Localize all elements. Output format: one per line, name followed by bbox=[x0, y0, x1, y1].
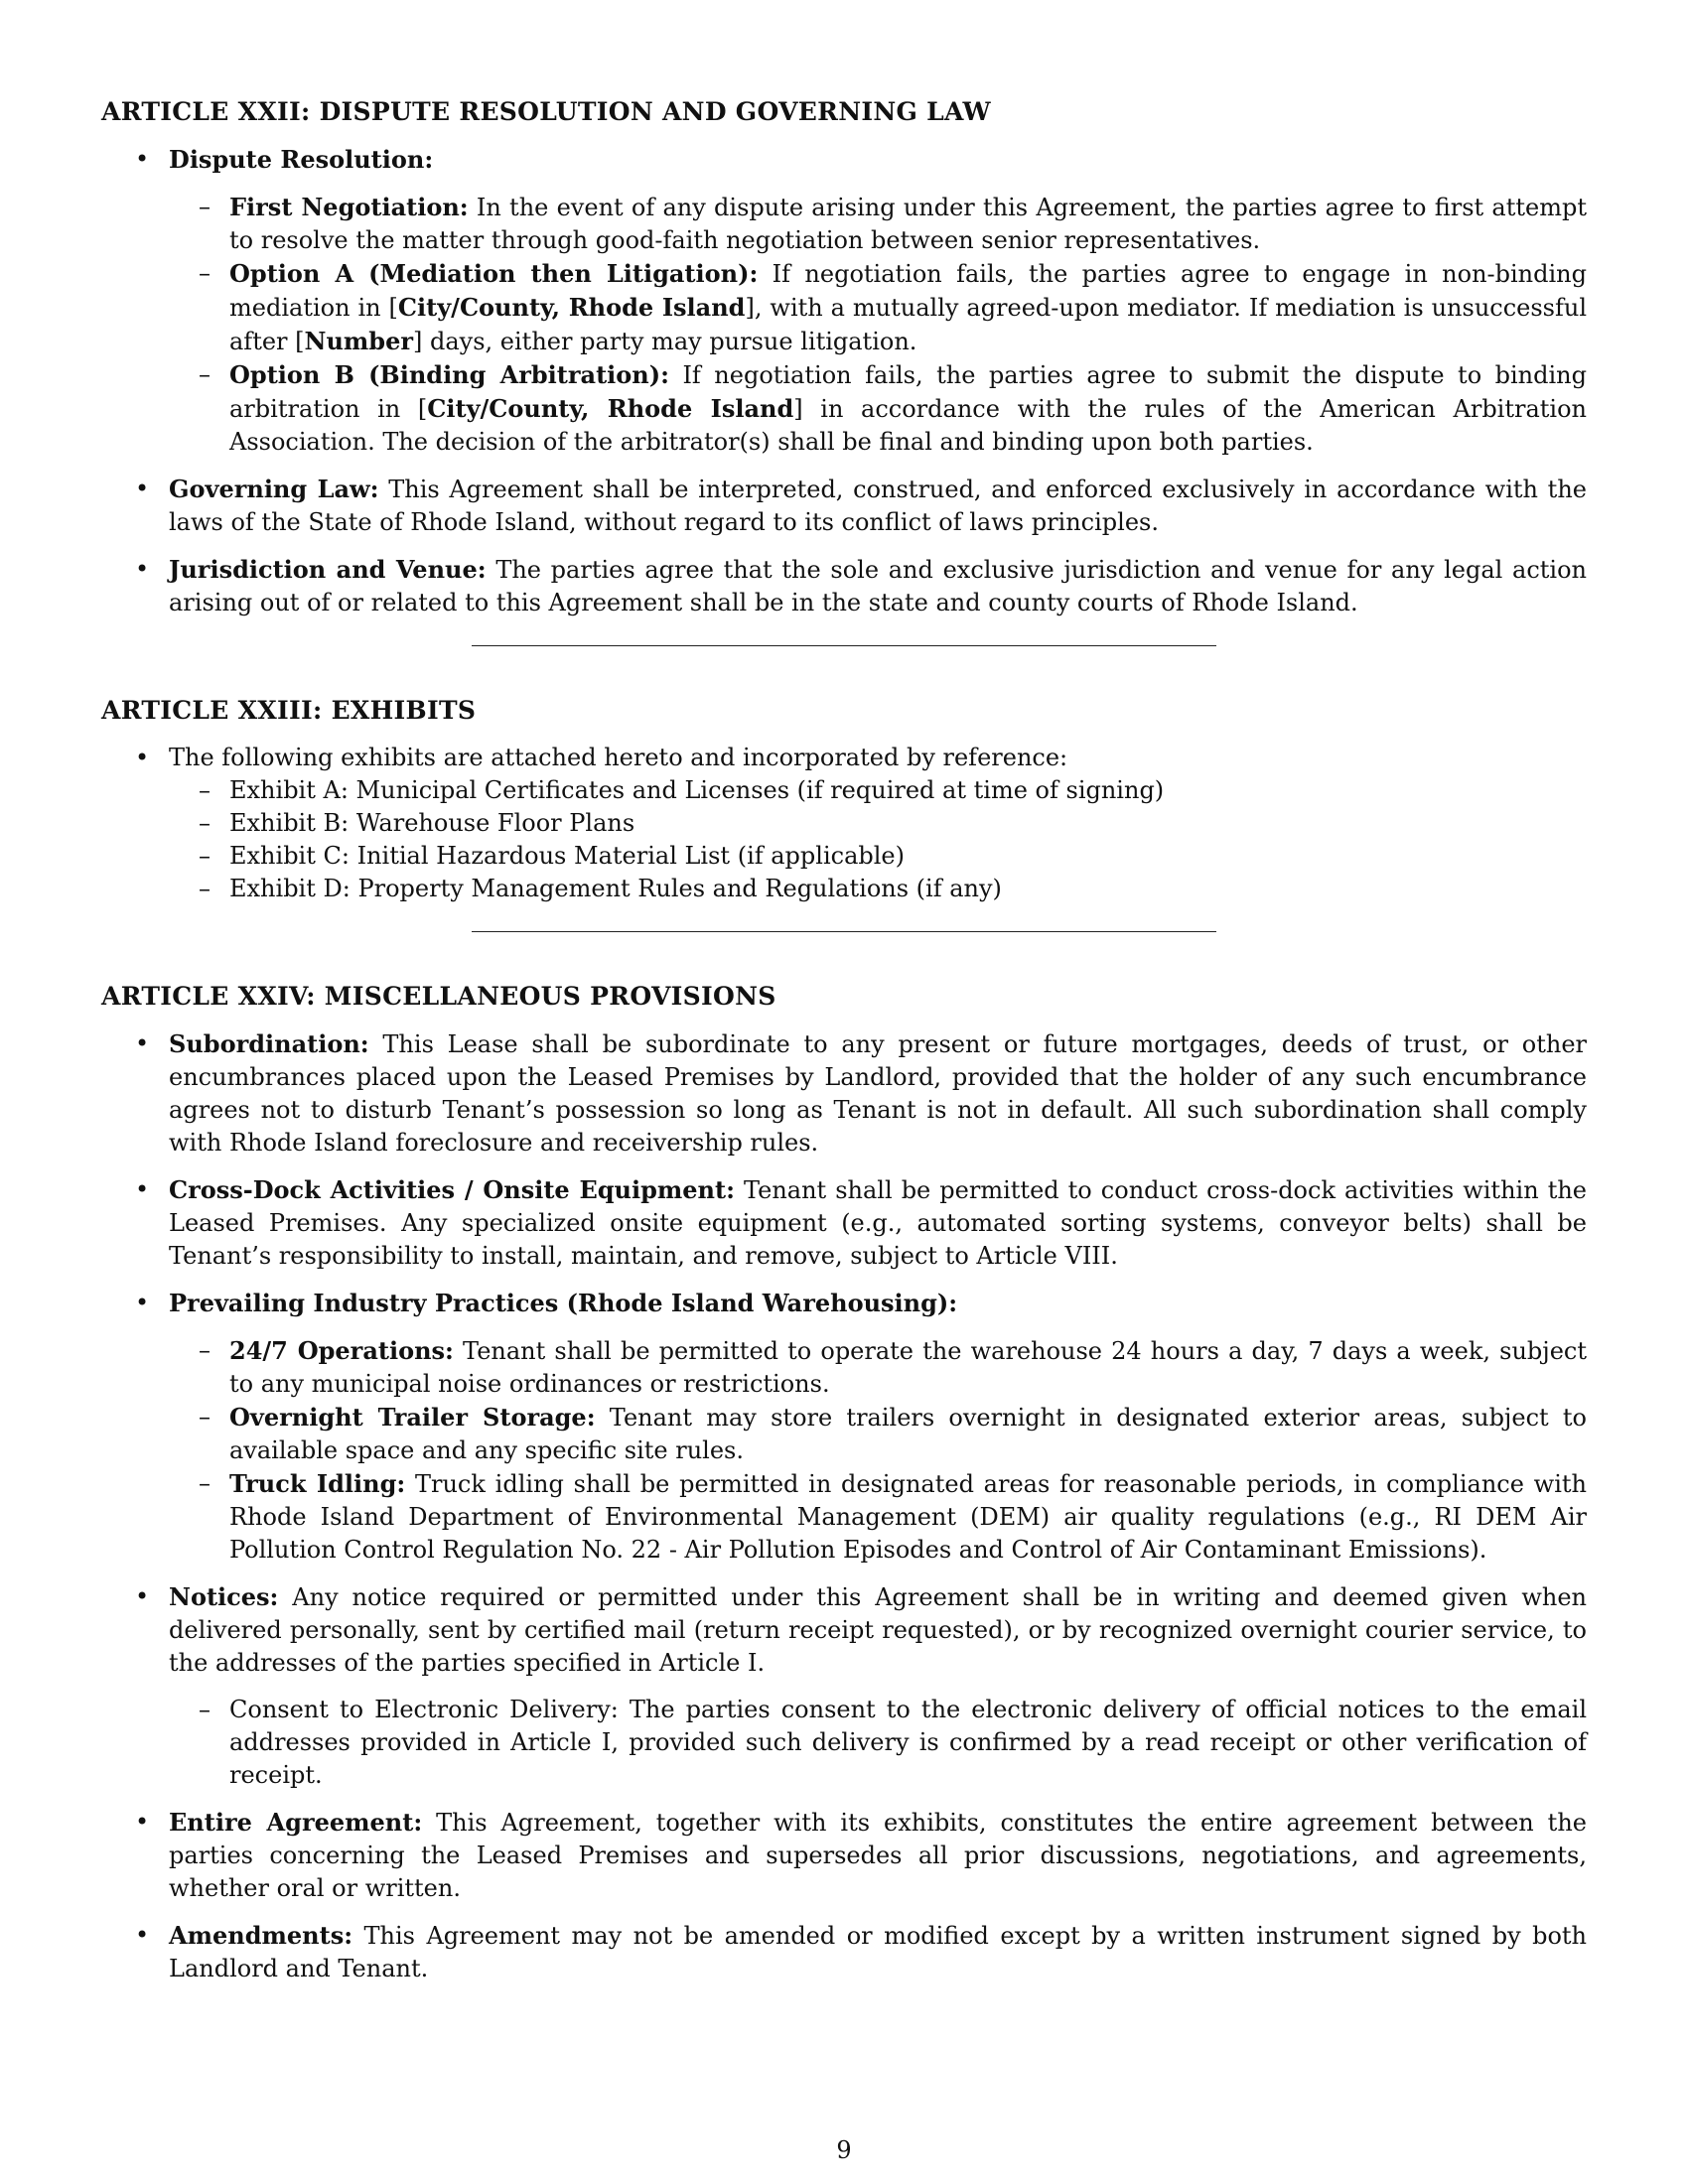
item-label: 24/7 Operations: bbox=[229, 1336, 454, 1365]
item-text: This Agreement may not be amended or modified except by a written instrument signed by both Landlord and Tenant. bbox=[169, 1922, 1587, 1982]
sub-item-truck-idling bbox=[169, 1467, 1587, 1567]
item-text: In the event of any dispute arising under this Agreement, the parties agree to first attempt to resolve the matter through good-faith negotiation between senior representatives. bbox=[229, 194, 1587, 254]
list-item-exhibits-intro bbox=[101, 742, 1587, 905]
item-label: Amendments: bbox=[169, 1921, 353, 1950]
document-page bbox=[101, 95, 1587, 1999]
item-label: Entire Agreement: bbox=[169, 1808, 423, 1837]
list-item-jurisdiction bbox=[101, 553, 1587, 619]
page-number: 9 bbox=[836, 2136, 852, 2164]
placeholder-city: City/County, Rhode Island bbox=[397, 293, 746, 322]
placeholder-city: City/County, Rhode Island bbox=[427, 394, 794, 423]
list-item-subordination bbox=[101, 1027, 1587, 1160]
article-title: ARTICLE XXIV: MISCELLANEOUS PROVISIONS bbox=[101, 982, 776, 1011]
list-item-dispute-resolution bbox=[101, 143, 1587, 459]
sub-list bbox=[169, 191, 1587, 459]
item-label: Truck Idling: bbox=[229, 1469, 406, 1498]
item-text: Any notice required or permitted under this Agreement shall be in writing and deemed given when delivered personally, sent by certified mail (return receipt requested), or by recognized overnight courier service, to the addresses of the parties specified in Article I. bbox=[169, 1583, 1587, 1677]
item-text: Truck idling shall be permitted in designated areas for reasonable periods, in compliance with Rhode Island Department of Environmental Management (DEM) air quality regulations (e.g., RI DEM Air Pollution Control Regulation No. 22 - Air Pollution Episodes and Control of Air Contaminant Emissions). bbox=[229, 1470, 1587, 1564]
item-label: First Negotiation: bbox=[229, 193, 469, 221]
sub-item-trailer-storage bbox=[169, 1401, 1587, 1467]
item-label: Dispute Resolution: bbox=[169, 145, 434, 174]
item-label: Cross-Dock Activities / Onsite Equipment: bbox=[169, 1175, 735, 1204]
item-label: Option A (Mediation then Litigation): bbox=[229, 259, 759, 288]
article-title: ARTICLE XXII: DISPUTE RESOLUTION AND GOVERNING LAW bbox=[101, 97, 991, 126]
sub-item-first-negotiation bbox=[169, 191, 1587, 257]
item-text: ] in accordance with the rules of the American Arbitration Association. The decision of the arbitrator(s) shall be final and binding upon both parties. bbox=[229, 395, 1588, 456]
item-label: Governing Law: bbox=[169, 475, 379, 503]
exhibit-item: – Exhibit B: Warehouse Floor Plans bbox=[169, 807, 1587, 840]
list-item-amendments bbox=[101, 1919, 1587, 1985]
item-text: This Agreement, together with its exhibits, constitutes the entire agreement between the parties concerning the Leased Premises and supersedes all prior discussions, negotiations, and agreements, whether oral or written. bbox=[169, 1809, 1587, 1902]
item-text: This Lease shall be subordinate to any present or future mortgages, deeds of trust, or other encumbrances placed upon the Leased Premises by Landlord, provided that the holder of any such encumbrance agrees not to disturb Tenant’s possession so long as Tenant is not in default. All such subordination shall comply with Rhode Island foreclosure and receivership rules. bbox=[169, 1030, 1587, 1157]
exhibit-item: – Exhibit D: Property Management Rules and Regulations (if any) bbox=[169, 873, 1587, 905]
item-label: Prevailing Industry Practices (Rhode Island Warehousing): bbox=[169, 1289, 958, 1317]
item-text: Tenant shall be permitted to conduct cross-dock activities within the Leased Premises. Any specialized onsite equipment (e.g., automated sorting systems, conveyor belts) shall be Tenant’s responsibility to install, maintain, and remove, subject to Article VIII. bbox=[169, 1176, 1588, 1270]
article-list bbox=[101, 742, 1587, 905]
article-xxiv bbox=[101, 980, 1587, 1985]
section-divider bbox=[472, 645, 1216, 646]
exhibit-item: – Exhibit A: Municipal Certificates and Licenses (if required at time of signing) bbox=[169, 774, 1587, 807]
list-item-governing-law bbox=[101, 473, 1587, 539]
list-item-prevailing-practices bbox=[101, 1287, 1587, 1567]
sub-item-option-a bbox=[169, 257, 1587, 358]
list-item-cross-dock bbox=[101, 1173, 1587, 1273]
item-text: Tenant may store trailers overnight in designated exterior areas, subject to available space and any specific site rules. bbox=[229, 1404, 1587, 1464]
sub-list bbox=[169, 1694, 1587, 1792]
sub-list bbox=[169, 1334, 1587, 1567]
sub-item-electronic-delivery: – Consent to Electronic Delivery: The parties consent to the electronic delivery of official notices to the email addresses provided in Article I, provided such delivery is confirmed by a read receipt or other verification of receipt. bbox=[169, 1694, 1587, 1792]
item-label: Subordination: bbox=[169, 1029, 369, 1058]
item-text: Tenant shall be permitted to operate the warehouse 24 hours a day, 7 days a week, subject to any municipal noise ordinances or restrictions. bbox=[229, 1337, 1587, 1398]
item-label: Jurisdiction and Venue: bbox=[169, 555, 487, 584]
item-text: The following exhibits are attached hereto and incorporated by reference: bbox=[169, 744, 1068, 771]
item-text: If negotiation fails, the parties agree to engage in non-binding mediation in [ bbox=[229, 260, 1587, 322]
placeholder-number: Number bbox=[304, 327, 413, 355]
item-text: This Agreement shall be interpreted, construed, and enforced exclusively in accordance with the laws of the State of Rhode Island, without regard to its conflict of laws principles. bbox=[169, 476, 1587, 536]
item-label: Option B (Binding Arbitration): bbox=[229, 360, 669, 389]
list-item-notices bbox=[101, 1580, 1587, 1792]
item-text: ] days, either party may pursue litigation. bbox=[413, 328, 917, 355]
sub-item-option-b bbox=[169, 358, 1587, 459]
item-text: If negotiation fails, the parties agree to submit the dispute to binding arbitration in [ bbox=[229, 361, 1587, 423]
article-title: ARTICLE XXIII: EXHIBITS bbox=[101, 696, 477, 725]
item-text: ], with a mutually agreed-upon mediator. If mediation is unsuccessful after [ bbox=[229, 294, 1588, 355]
list-item-entire-agreement bbox=[101, 1806, 1587, 1905]
item-label: Notices: bbox=[169, 1582, 279, 1611]
exhibit-item: – Exhibit C: Initial Hazardous Material List (if applicable) bbox=[169, 840, 1587, 873]
item-label: Overnight Trailer Storage: bbox=[229, 1403, 596, 1432]
section-divider bbox=[472, 931, 1216, 932]
sub-item-operations bbox=[169, 1334, 1587, 1401]
article-list bbox=[101, 143, 1587, 619]
article-list bbox=[101, 1027, 1587, 1985]
article-xxiii bbox=[101, 694, 1587, 905]
exhibit-list bbox=[169, 774, 1587, 905]
item-text: The parties agree that the sole and exclusive jurisdiction and venue for any legal action arising out of or related to this Agreement shall be in the state and county courts of Rhode Island. bbox=[169, 556, 1587, 616]
article-xxii bbox=[101, 95, 1587, 619]
